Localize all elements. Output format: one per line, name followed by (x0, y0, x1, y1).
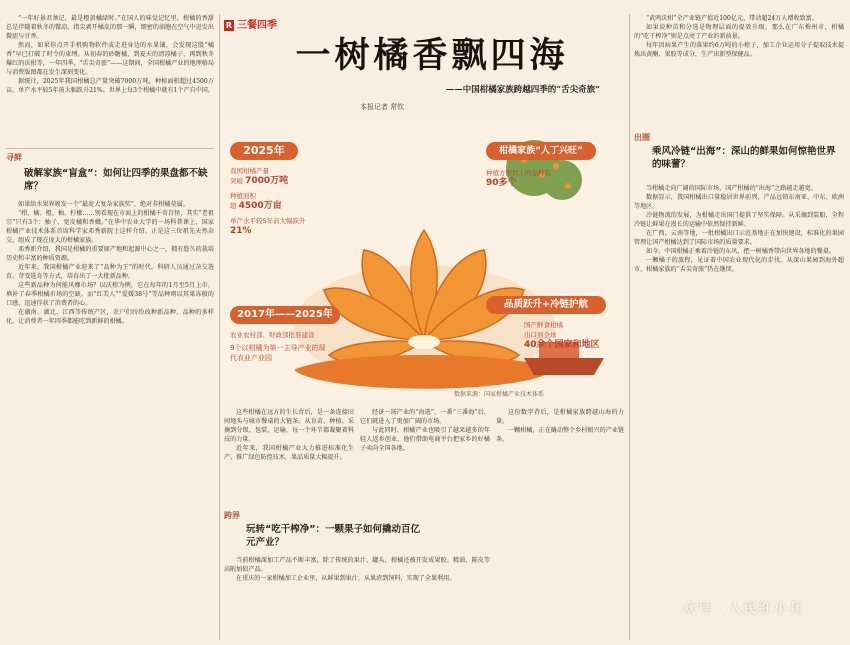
stat-varieties: 种植方面以上的品种有 90多个 (486, 169, 551, 188)
section-go-global (634, 132, 844, 171)
watermark: 众号 · 人民红小兵 (682, 601, 804, 617)
section-kicker: 跨界 (224, 511, 240, 520)
right-col-top: “武鸣沃柑”全产业链产值近100亿元，带动超24万人增收致富。 如果说种苗和分选是物理层面的提效升级，那么在广东梅州市，柑橘的“吃干榨净”则是点亮了产业的新前景。 每年因病果产生的落果约6万吨的小柑子，加工企业运用分子提取技术提炼出黄酮、果胶等成分，生产出新型保健品。 (634, 15, 844, 58)
byline: 本报记者 常钦 (360, 103, 405, 111)
year-2017-2025-tag: 2017年——2025年 (230, 306, 340, 324)
stat-export: 国产鲜食柑橘 出口到全球 40余个国家和地区 (524, 321, 600, 350)
section-title: 玩转“吃干榨净”：一颗果子如何撬动百亿元产业？ (246, 524, 420, 548)
citrus-family-tag: 柑橘家族“人丁兴旺” (486, 142, 596, 160)
column-logo: R (225, 21, 233, 30)
quality-coldchain-tag: 品质跃升+冷链护航 (486, 296, 606, 314)
lead-text: “一年好景君须记，最是橙黄橘绿时。”在国人的味觉记忆里，柑橘的香甜总是伴随着秋冬的微凉。指尖剥开橘皮的那一瞬，细密的油胞在空气中迸发出微涩与甘香。 然而，如果你点开手机购物软件或走进身边的水果铺，会发现这股“橘香”早已打破了时令的束缚。从初春的砂糖橘，到夏天的清凉橘子，再到秋冬爆红的沃柑等，一年四季，“舌尖奇旅”——这期间，全国柑橘产业的地理格局与消费版图都在发生深刻变化。 据统计，2025年我国柑橘总产量突破7000万吨，种植面积超过4500万亩，单产水平较5年前大幅跃升21%。世界上每3个柑橘中就有1个产自中国。 (6, 15, 214, 94)
section-kicker: 寻鲜 (6, 153, 22, 162)
section-title: 破解家族“盲盒”：如何让四季的果盘都不缺席？ (24, 168, 208, 192)
section-crossover (224, 510, 490, 549)
section-find-fresh (6, 152, 214, 193)
section-kicker: 出圈 (634, 133, 650, 142)
column-name: 三餐四季 (237, 20, 277, 31)
mid-col-2: 经济一场产业的“海选”，一番“三番海”后，它们就进入了更加广阔的市场。 与此同时，柑橘产业也吸引了越来越多的年轻人返乡创业，他们借助电商平台把家乡的好橘子卖向全国各地。 (360, 409, 490, 452)
data-source: 数据来源：国家柑橘产业技术体系 (454, 391, 545, 398)
stat-industrial-parks: 农业农村部、财政部批准建设 9个以柑橘为第一主导产业的现代农业产业园 (230, 331, 326, 362)
headline-deck: ——中国柑橘家族跨越四季的“舌尖奇旅” (445, 85, 600, 95)
page-title: 一树橘香飘四海 (295, 36, 569, 76)
section-3-body: 当柑橘走向广阔的国际市场，国产柑橘的“出海”之路越走越宽。 数据显示，我国柑橘出口量稳居世界前列，产品远销东南亚、中东、欧洲等地区。 冷链物流的发展，为柑橘走出国门提供了坚实保障。从采摘到装船，全程冷链让鲜果在漫长的运输中依然保持新鲜。 在广西、云南等地，一批柑橘出口示范基地正在加快建设，标准化的果园管理让国产柑橘达到了国际市场的质量要求。 如今，中国柑橘正乘着冷链的东风，把一树橘香带向世界各地的餐桌。 一颗橘子的旅程，见证着中国农业现代化的步伐。从深山果园到海外超市，柑橘家族的“舌尖奇旅”仍在继续。 (634, 185, 844, 273)
section-title: 乘风冷链“出海”：深山的鲜果如何惊艳世界的味蕾？ (652, 146, 836, 170)
section-2-body: 当前柑橘深加工产品不断丰富，除了传统的果汁、罐头，柑橘还被开发成果胶、精油、陈皮等高附加值产品。 在重庆的一家柑橘加工企业里，从鲜果到果汁，从果渣到饲料，实现了全果利用。 (224, 557, 490, 582)
section-1-body-left: 如果给水果界颁发一个“最庞大复杂家族奖”，绝对非柑橘莫属。 “柑、橘、橙、柚、柠檬……别看现在市面上的柑橘千奇百怪，其实“老祖宗”只有3个：柚子、宽皮橘和香橼。”在华中农业大学的一场科普课上，国家柑橘产业技术体系首席科学家邓秀新院士这样介绍。正是这三位祖先天然杂交，组成了现在庞大的柑橘家族。 邓秀新介绍，我国是柑橘的重要原产地和起源中心之一，拥有悠久的栽培历史和丰富的种质资源。 近年来，我国柑橘产业迎来了“品种为王”的时代。科研人员通过杂交选育、芽变选育等方式，培育出了一大批新品种。 这些新品种为何能风靡市场？以沃柑为例，它在每年的1月至5月上市，填补了春季柑橘市场的空缺。而“红美人”“爱媛38号”等品种则以其果冻般的口感，迅速俘获了消费者的心。 在湖南、湖北、江西等传统产区，农户们纷纷改种新品种。品种的多样化，让消费者一年四季都能吃到新鲜的柑橘。 (6, 201, 214, 325)
year-2025-tag: 2025年 (230, 142, 298, 160)
stat-2025: 我国柑橘产量 突破 7000万吨 种植面积 超 4500万亩 单产水平较5年前大幅跃升 21% (230, 167, 306, 236)
mid-col-1: 这些柑橘在远方的生长背后，是一条连接田间地头与城市餐桌的大链条。从育苗、种植、采摘到分级、包装、运输，每一个环节都凝聚着科技的力量。 近年来，我国柑橘产业大力推进标准化生产，推广绿色防控技术，果品质量大幅提升。 (224, 409, 354, 461)
infographic (224, 120, 624, 402)
mid-col-3: 这份数字背后，是柑橘家族跨越山海的力量。 一颗柑橘，正在撬动整个乡村振兴的产业链条。 (496, 409, 624, 443)
